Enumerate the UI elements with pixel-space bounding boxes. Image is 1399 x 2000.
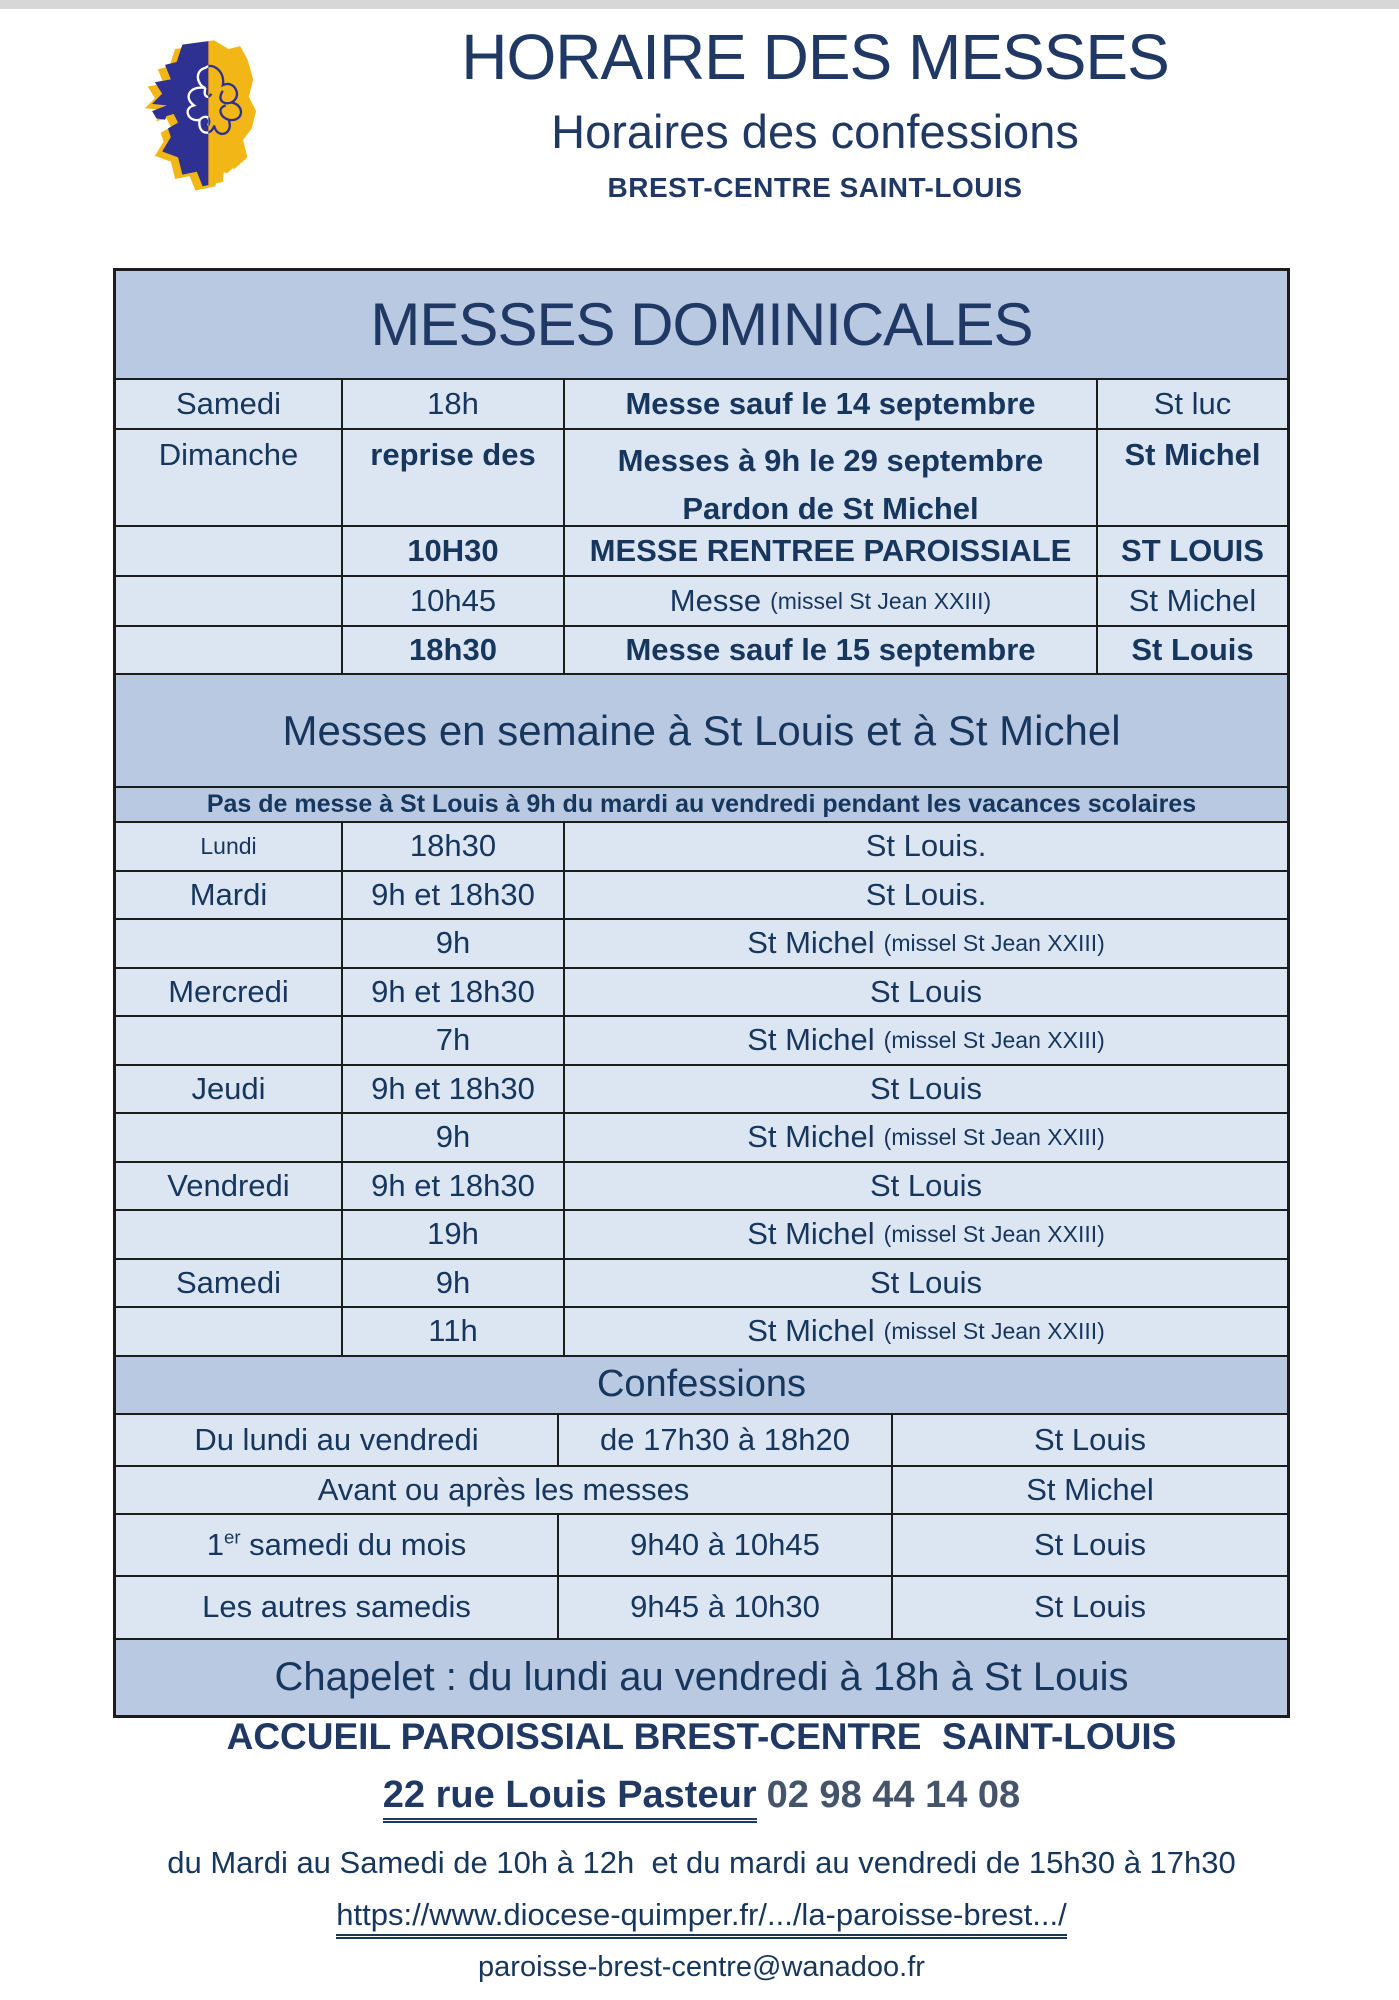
place-main: St Michel (747, 925, 875, 961)
day-cell (116, 1211, 343, 1258)
desc-cell (565, 430, 1098, 525)
place-cell: St Louis (869, 1070, 982, 1106)
day-cell: Dimanche (116, 430, 343, 525)
place-cell: ST LOUIS (1121, 533, 1264, 568)
table-row (116, 1112, 1287, 1161)
scan-top-strip (0, 0, 1399, 9)
table-row (116, 525, 1287, 575)
table-row (116, 1465, 1287, 1513)
section-title-confessions: Confessions (116, 1355, 1287, 1413)
schedule-table (113, 268, 1290, 1718)
place-cell (565, 1211, 1287, 1258)
desc-missel-note: (missel St Jean XXIII) (770, 587, 992, 614)
table-row (116, 1161, 1287, 1210)
time-cell: 18h30 (343, 627, 565, 673)
time-cell: 10h45 (343, 577, 565, 625)
table-row (116, 428, 1287, 525)
place-missel-note: (missel St Jean XXIII) (883, 1220, 1105, 1247)
place-cell (565, 1114, 1287, 1161)
page-subtitle: Horaires des confessions (551, 105, 1079, 159)
time-cell: 9h (343, 1260, 565, 1307)
section-title-semaine: Messes en semaine à St Louis et à St Michel (116, 673, 1287, 786)
day-cell (116, 527, 343, 575)
place-cell (565, 920, 1287, 967)
when-cell: Avant ou après les messes (116, 1467, 893, 1513)
parish-name: BREST-CENTRE SAINT-LOUIS (607, 172, 1023, 204)
place-main: St Michel (747, 1022, 875, 1058)
day-cell (116, 1114, 343, 1161)
when-text (207, 1527, 467, 1563)
place-cell: St Michel (1124, 437, 1261, 472)
time-cell: 9h et 18h30 (343, 1066, 565, 1113)
desc-line1: Messes à 9h le 29 septembre (617, 443, 1044, 478)
diocese-logo-icon (133, 36, 278, 192)
accueil-title: ACCUEIL PAROISSIAL BREST-CENTRE SAINT-LOUIS (226, 1716, 1177, 1757)
when-rest: samedi du mois (240, 1526, 467, 1562)
time-cell: 9h (343, 920, 565, 967)
website-link[interactable]: https://www.diocese-quimper.fr/.../la-paroisse-brest.../ (336, 1897, 1067, 1939)
place-cell (565, 1017, 1287, 1064)
place-cell: St Michel (1128, 583, 1257, 618)
when-prefix: 1 (206, 1526, 224, 1562)
table-row (116, 1513, 1287, 1575)
place-cell: St Louis (1033, 1526, 1146, 1562)
when-superscript: er (223, 1526, 241, 1548)
desc-line2: Pardon de St Michel (682, 491, 979, 526)
day-cell: Samedi (116, 1260, 343, 1307)
place-cell: St Louis (869, 1264, 982, 1300)
day-cell: Samedi (116, 380, 343, 428)
time-cell: 19h (343, 1211, 565, 1258)
address-phone-line (383, 1774, 1020, 1817)
day-cell: Jeudi (116, 1066, 343, 1113)
place-cell: St Louis (1131, 632, 1254, 667)
table-row (116, 1209, 1287, 1258)
vacances-note: Pas de messe à St Louis à 9h du mardi au vendredi pendant les vacances scolaires (116, 786, 1287, 821)
header-block (300, 22, 1330, 204)
time-cell: 9h et 18h30 (343, 872, 565, 919)
time-cell: 9h et 18h30 (343, 969, 565, 1016)
day-cell (116, 627, 343, 673)
time-cell: de 17h30 à 18h20 (559, 1415, 893, 1465)
place-cell: St Louis. (865, 828, 987, 864)
day-cell: Vendredi (116, 1163, 343, 1210)
table-row (116, 1306, 1287, 1355)
opening-hours: du Mardi au Samedi de 10h à 12h et du mardi au vendredi de 15h30 à 17h30 (167, 1845, 1236, 1880)
day-cell (116, 1308, 343, 1355)
place-cell: St Michel (1026, 1471, 1154, 1507)
chapelet-banner: Chapelet : du lundi au vendredi à 18h à St Louis (116, 1638, 1287, 1715)
place-cell (565, 1308, 1287, 1355)
page-title: HORAIRE DES MESSES (461, 21, 1169, 93)
desc-cell (565, 577, 1098, 625)
table-row (116, 821, 1287, 870)
day-cell (116, 920, 343, 967)
place-main: St Michel (747, 1313, 875, 1349)
table-row (116, 1064, 1287, 1113)
table-row (116, 1258, 1287, 1307)
place-missel-note: (missel St Jean XXIII) (883, 1123, 1105, 1150)
table-row (116, 918, 1287, 967)
table-row (116, 378, 1287, 428)
table-row (116, 967, 1287, 1016)
place-cell: St Louis (1033, 1421, 1146, 1457)
when-cell (116, 1515, 559, 1575)
day-cell (116, 577, 343, 625)
table-row (116, 870, 1287, 919)
section-title-dominicales: MESSES DOMINICALES (116, 271, 1287, 378)
time-cell: 9h et 18h30 (343, 1163, 565, 1210)
day-cell: Mercredi (116, 969, 343, 1016)
place-missel-note: (missel St Jean XXIII) (883, 1026, 1105, 1053)
place-cell: St Louis (1033, 1589, 1146, 1624)
desc-cell: MESSE RENTREE PAROISSIALE (565, 527, 1098, 575)
time-cell: 9h (343, 1114, 565, 1161)
place-cell: St Louis (869, 1167, 982, 1203)
day-cell (116, 1017, 343, 1064)
table-row (116, 1413, 1287, 1465)
time-cell: 7h (343, 1017, 565, 1064)
time-cell: 10H30 (343, 527, 565, 575)
table-row (116, 1575, 1287, 1638)
time-cell: 18h (343, 380, 565, 428)
time-cell: 9h45 à 10h30 (559, 1577, 893, 1638)
street-address: 22 rue Louis Pasteur (383, 1774, 757, 1823)
desc-main: Messe (669, 583, 762, 618)
place-cell: St Louis (869, 973, 982, 1009)
footer-block (113, 1716, 1290, 1984)
desc-cell: Messe sauf le 15 septembre (565, 627, 1098, 673)
when-cell: Les autres samedis (116, 1577, 559, 1638)
place-main: St Michel (747, 1216, 875, 1252)
time-cell: 11h (343, 1308, 565, 1355)
time-cell: reprise des (343, 430, 565, 525)
table-row (116, 575, 1287, 625)
place-main: St Michel (747, 1119, 875, 1155)
place-cell: St Louis. (865, 876, 987, 912)
time-cell: 9h40 à 10h45 (559, 1515, 893, 1575)
day-cell: Mardi (116, 872, 343, 919)
phone-number: 02 98 44 14 08 (766, 1774, 1021, 1816)
email-address: paroisse-brest-centre@wanadoo.fr (478, 1951, 925, 1983)
desc-cell: Messe sauf le 14 septembre (565, 380, 1098, 428)
place-missel-note: (missel St Jean XXIII) (883, 929, 1105, 956)
place-missel-note: (missel St Jean XXIII) (883, 1317, 1105, 1344)
time-cell: 18h30 (343, 823, 565, 870)
table-row (116, 1015, 1287, 1064)
when-cell: Du lundi au vendredi (116, 1415, 559, 1465)
table-row (116, 625, 1287, 673)
day-cell: Lundi (116, 823, 343, 870)
place-cell: St luc (1153, 386, 1232, 421)
